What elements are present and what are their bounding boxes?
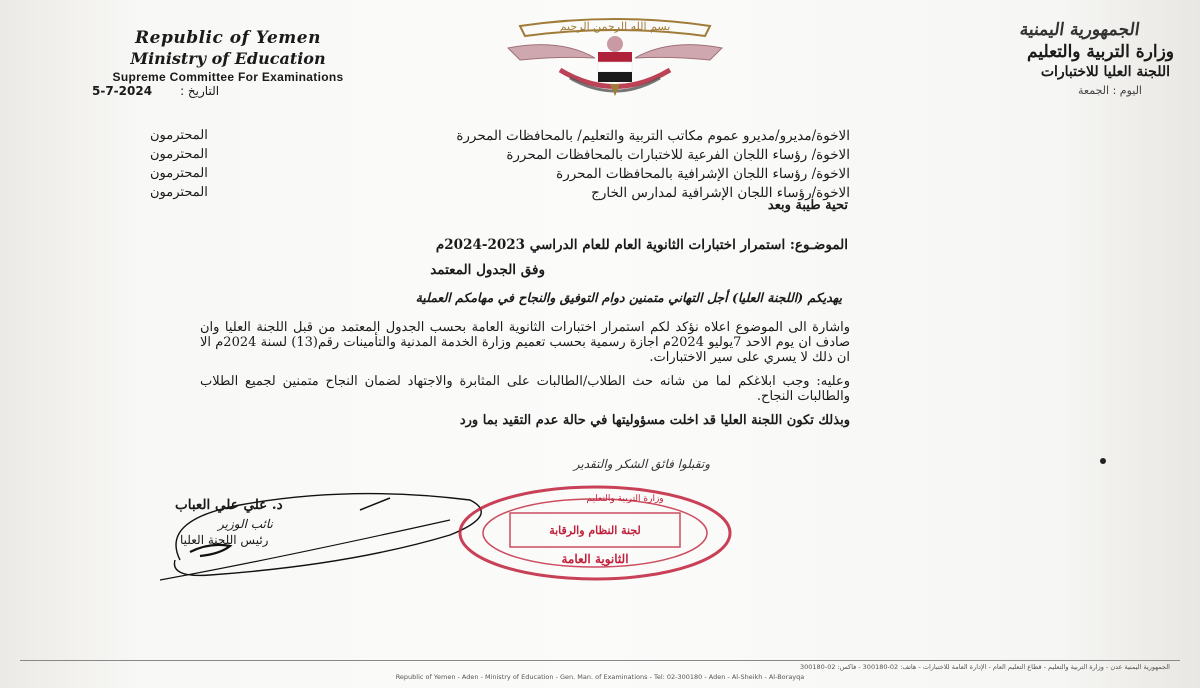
ink-dot	[1100, 458, 1106, 464]
addressee-honorific: المحترمون	[150, 166, 208, 181]
date-row	[92, 84, 219, 98]
subject-line-2: وفق الجدول المعتمد	[430, 262, 545, 278]
emblem-banner-text: بسم الله الرحمن الرحيم	[559, 20, 671, 33]
addressee-to: الاخوة/ رؤساء اللجان الفرعية للاختبارات بالمحافظات المحررة	[506, 147, 850, 163]
footer-divider	[20, 660, 1180, 661]
footer-english: Republic of Yemen - Aden - Ministry of Education - Gen. Man. of Examinations - Tel: 02-300180 - Aden - Al-Sheikh - Al-Borayqa	[395, 673, 805, 681]
date-label: التاريخ :	[180, 84, 220, 98]
addressee-to: الاخوة/مديرو/مديرو عموم مكاتب التربية والتعليم/ بالمحافظات المحررة	[456, 128, 850, 144]
addressee-honorific: المحترمون	[150, 128, 208, 143]
footer-arabic: الجمهورية اليمنية عدن - وزارة التربية والتعليم - قطاع التعليم العام - الإدارة العامة للاختبارات - هاتف: 02-300180 - فاكس: 02-300180	[800, 663, 1170, 671]
addressee-honorific: المحترمون	[150, 147, 208, 162]
body-paragraph-2: وعليه: وجب ابلاغكم لما من شانه حث الطلاب/الطالبات على المثابرة والاجتهاد لضمان النجاح متمنين لجميع الطلاب والطالبات النجاح.	[200, 374, 851, 404]
addressee-honorific: المحترمون	[150, 185, 208, 200]
republic-en: Republic of Yemen	[135, 28, 321, 48]
signatory-title-2: رئيس اللجنة العليا	[180, 533, 269, 547]
ministry-en: Ministry of Education	[130, 49, 326, 68]
republic-ar: الجمهورية اليمنية	[1019, 20, 1142, 40]
addressee-row	[150, 147, 850, 166]
body-paragraph-1: واشارة الى الموضوع اعلاه نؤكد لكم استمرار اختبارات الثانوية العامة بحسب الجدول المعتمد من قبل اللجنة العليا وان صادف ان يوم الاحد 7يوليو 2024م اجازة رسمية بحسب تعميم وزارة الخدمة المدنية والتأمينات رقم(13) لسنة 2024م الا ان ذلك لا يسري على سير الاختبارات.	[200, 320, 850, 365]
addressee-to: الاخوة/ رؤساء اللجان الإشرافية بالمحافظات المحررة	[556, 166, 850, 182]
closing-line: وتقبلوا فائق الشكر والتقدير	[573, 457, 710, 471]
footer	[30, 663, 1170, 681]
header-english	[18, 28, 438, 84]
addressee-row	[150, 166, 850, 185]
date-value: 5-7-2024	[92, 84, 153, 98]
yemen-emblem-icon	[500, 8, 730, 98]
addressee-row	[150, 185, 850, 204]
header-arabic	[840, 20, 1180, 80]
greeting: تحية طيبة وبعد	[767, 198, 848, 213]
stamp-inner-text: لجنة النظام والرقابة	[549, 524, 641, 537]
addressee-list	[150, 128, 850, 204]
subject-line: الموضـوع: استمرار اختبارات الثانوية العام للعام الدراسي 2023-2024م	[435, 237, 848, 253]
ministry-ar: وزارة التربية والتعليم	[1027, 42, 1174, 62]
signatory-name: د. علي علي العباب	[175, 497, 283, 513]
signatory-title-1: نائب الوزير	[218, 517, 273, 531]
stamp-bottom-text: الثانوية العامة	[561, 552, 629, 566]
intro-line: يهديكم (اللجنة العليا) أجل التهاني متمنين دوام التوفيق والنجاح في مهامكم العملية	[415, 290, 842, 305]
committee-en: Supreme Committee For Examinations	[112, 70, 344, 84]
addressee-row	[150, 128, 850, 147]
committee-ar: اللجنة العليا للاختبارات	[1040, 64, 1170, 80]
day-row: اليوم : الجمعة	[1078, 84, 1142, 97]
addressee-to: الاخوة/رؤساء اللجان الإشرافية لمدارس الخارج	[591, 185, 850, 201]
official-stamp-icon	[455, 483, 735, 583]
stamp-outer-text: وزارة التربية والتعليم	[586, 494, 664, 504]
body-paragraph-3: وبذلك تكون اللجنة العليا قد اخلت مسؤوليتها في حالة عدم التقيد بما ورد	[459, 413, 850, 428]
